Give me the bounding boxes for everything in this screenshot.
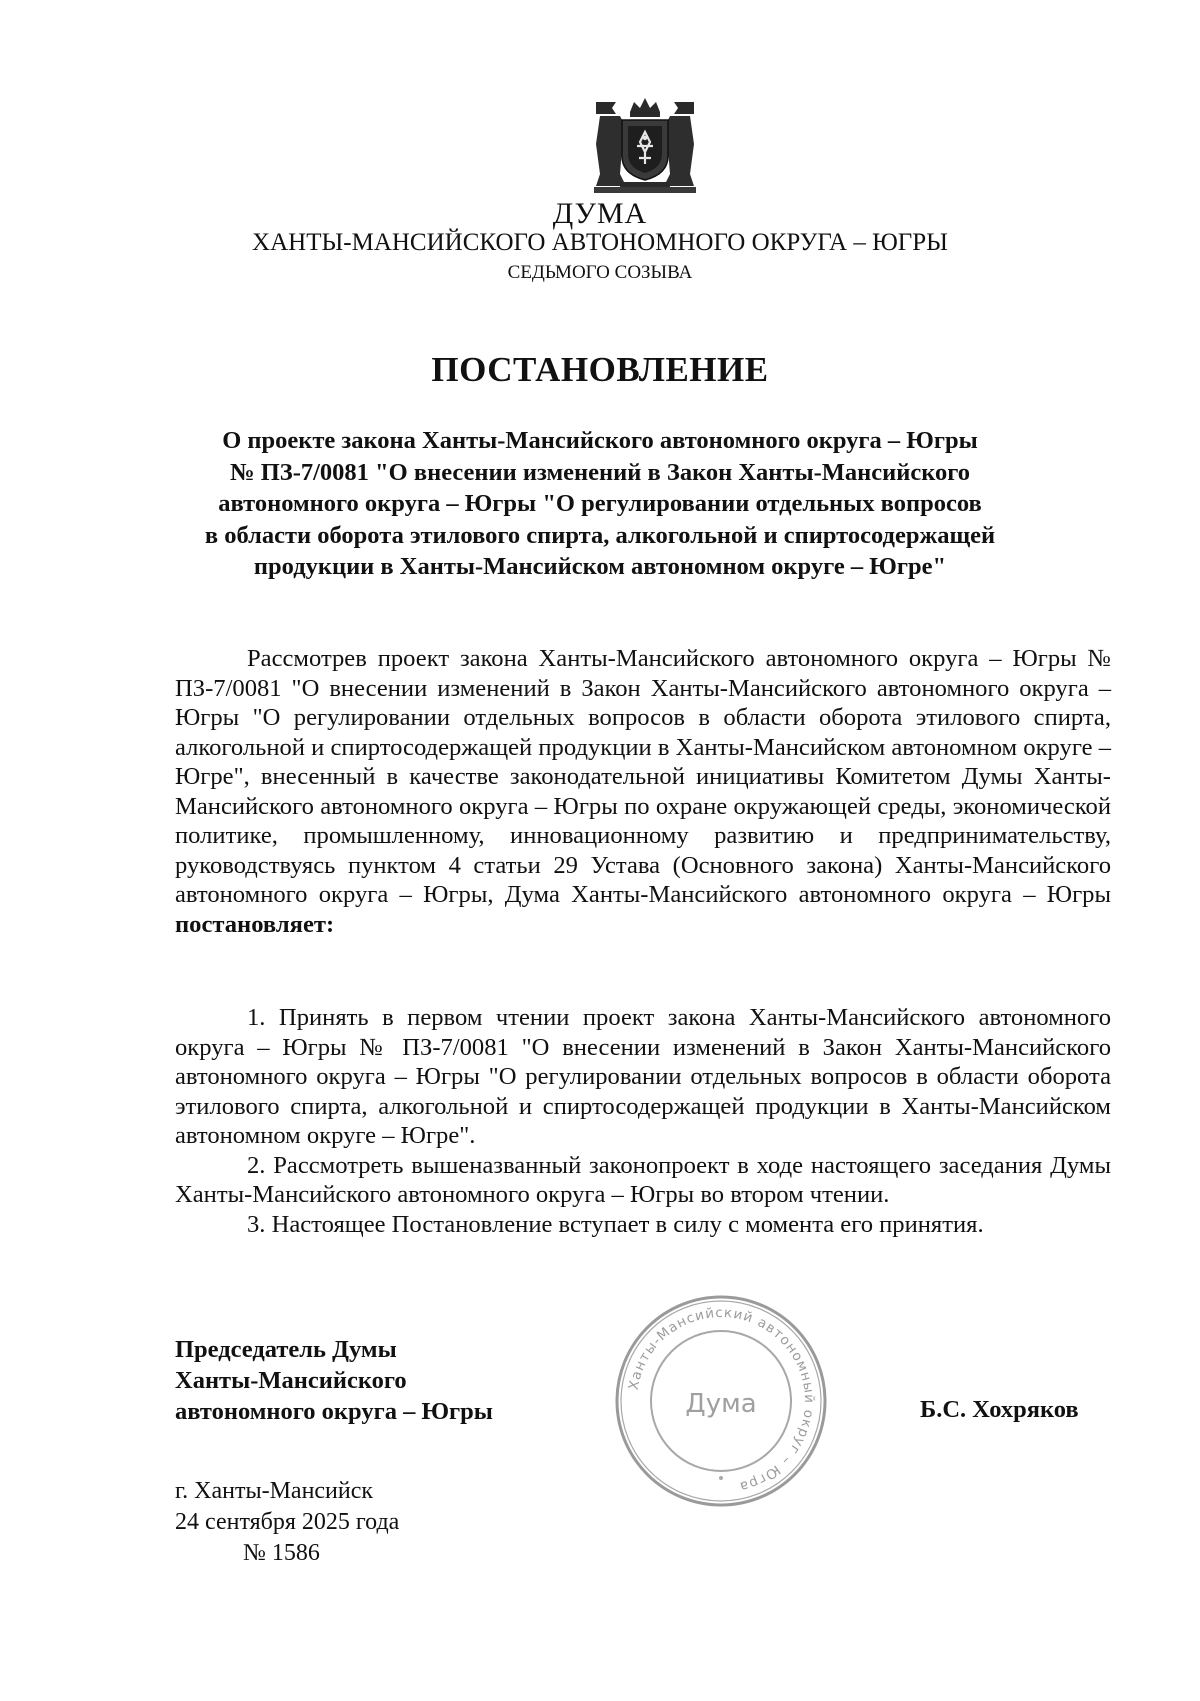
subject-line: О проекте закона Ханты-Мансийского автономного округа – Югры: [222, 427, 978, 454]
signatory-position-line: Председатель Думы: [175, 1336, 397, 1363]
document-number: № 1586: [243, 1540, 320, 1566]
preamble-text: Рассмотрев проект закона Ханты-Мансийского автономного округа – Югры № ПЗ-7/0081 "О внесении изменений в Закон Ханты-Мансийского автономного округа – Югры "О регулировании отдельных вопросов в области оборота этилового спирта, алкогольной и спиртосодержащей продукции в Ханты-Мансийском автономном округе – Югре", внесенный в качестве законодательной инициативы Комитетом Думы Ханты-Мансийского автономного округа – Югры по охране окружающей среды, экономической политике, промышленному, инновационному развитию и предпринимательству, руководствуясь пунктом 4 статьи 29 Устава (Основного закона) Ханты-Мансийского автономного округа – Югры, Дума Ханты-Мансийского автономного округа – Югры: [175, 645, 1111, 908]
preamble: [175, 644, 1111, 939]
subject-line: в области оборота этилового спирта, алкогольной и спиртосодержащей: [204, 521, 996, 549]
convocation: СЕДЬМОГО СОЗЫВА: [507, 262, 693, 283]
subject-line: № ПЗ-7/0081 "О внесении изменений в Закон Ханты-Мансийского: [229, 458, 971, 486]
signatory-name: Б.С. Хохряков: [920, 1396, 1079, 1423]
decree-word: постановляет:: [175, 910, 335, 938]
decree-items: [175, 1003, 1111, 1239]
decree-item: 2. Рассмотреть вышеназванный законопроект в ходе настоящего заседания Думы Ханты-Мансийского автономного округа – Югры во втором чтении.: [175, 1151, 1111, 1208]
signatory-position-line: автономного округа – Югры: [175, 1398, 493, 1425]
decree-item: 3. Настоящее Постановление вступает в силу с момента его принятия.: [247, 1210, 984, 1238]
coat-of-arms-icon: [590, 94, 700, 194]
city: г. Ханты-Мансийск: [175, 1478, 374, 1504]
document-footer: [175, 1476, 399, 1569]
date: 24 сентября 2025 года: [175, 1509, 400, 1535]
subject-line: автономного округа – Югры "О регулировании отдельных вопросов: [218, 490, 982, 517]
official-stamp: [612, 1292, 830, 1510]
document-title: ПОСТАНОВЛЕНИЕ: [431, 350, 769, 389]
signatory-position-line: Ханты-Мансийского: [175, 1367, 407, 1394]
stamp-center-text: Дума: [685, 1389, 757, 1419]
subject-line: продукции в Ханты-Мансийском автономном округе – Югре": [253, 553, 947, 580]
signatory-position: [175, 1334, 493, 1427]
document-subject: [0, 425, 1200, 583]
stamp-ring-text: Ханты-Мансийский автономный округ – Югра: [625, 1304, 818, 1495]
decree-item: 1. Принять в первом чтении проект закона Ханты-Мансийского автономного округа – Югры № ПЗ-7/0081 "О внесении изменений в Закон Ханты-Мансийского автономного округа – Югры "О регулировании отдельных вопросов в области оборота этилового спирта, алкогольной и спиртосодержащей продукции в Ханты-Мансийском автономном округе – Югре".: [175, 1004, 1111, 1149]
region-name: ХАНТЫ-МАНСИЙСКОГО АВТОНОМНОГО ОКРУГА – ЮГРЫ: [252, 229, 948, 256]
org-name: ДУМА: [552, 197, 648, 230]
preamble-paragraph: [175, 644, 1111, 939]
